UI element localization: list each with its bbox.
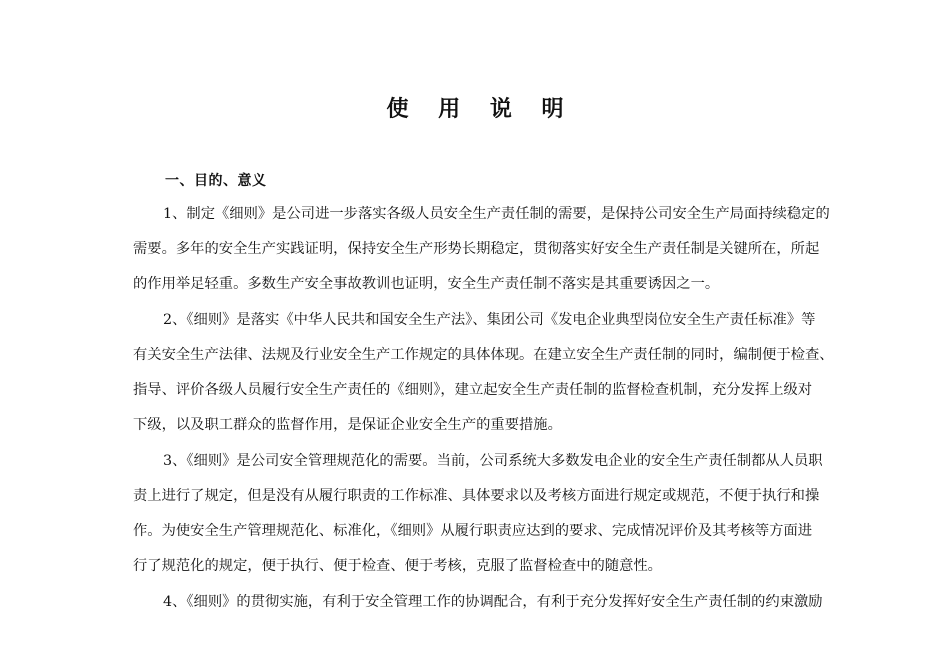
paragraph-line: 3、《细则》是公司安全管理规范化的需要。当前，公司系统大多数发电企业的安全生产责任制都从人员职 [163,453,823,469]
paragraph-line: 行了规范化的规定，便于执行、便于检查、便于考核，克服了监督检查中的随意性。 [133,558,662,574]
paragraph-line: 责上进行了规定，但是没有从履行职责的工作标准、具体要求以及考核方面进行规定或规范，不便于执行和操 [133,488,820,504]
paragraph-line: 指导、评价各级人员履行安全生产责任的《细则》，建立起安全生产责任制的监督检查机制，充分发挥上级对 [133,382,813,398]
paragraph-line: 1、制定《细则》是公司进一步落实各级人员安全生产责任制的需要，是保持公司安全生产局面持续稳定的 [163,206,830,222]
paragraph-line: 4、《细则》的贯彻实施，有利于安全管理工作的协调配合，有利于充分发挥好安全生产责任制的约束激励 [163,594,823,610]
paragraph-line: 下级，以及职工群众的监督作用，是保证企业安全生产的重要措施。 [133,417,562,433]
paragraph-line: 的作用举足轻重。多数生产安全事故教训也证明，安全生产责任制不落实是其重要诱因之一。 [133,276,720,292]
paragraph-line: 有关安全生产法律、法规及行业安全生产工作规定的具体体现。在建立安全生产责任制的同时，编制便于检查、 [133,347,834,363]
paragraph-line: 2、《细则》是落实《中华人民共和国安全生产法》、集团公司《发电企业典型岗位安全生产责任标准》等 [163,312,816,328]
paragraph-line: 需要。多年的安全生产实践证明，保持安全生产形势长期稳定，贯彻落实好安全生产责任制是关键所在，所起 [133,241,820,257]
paragraph-line: 作。为使安全生产管理规范化、标准化，《细则》从履行职责应达到的要求、完成情况评价及其考核等方面进 [133,523,813,539]
page-title: 使 用 说 明 [386,97,575,122]
section-heading: 一、目的、意义 [165,173,267,189]
